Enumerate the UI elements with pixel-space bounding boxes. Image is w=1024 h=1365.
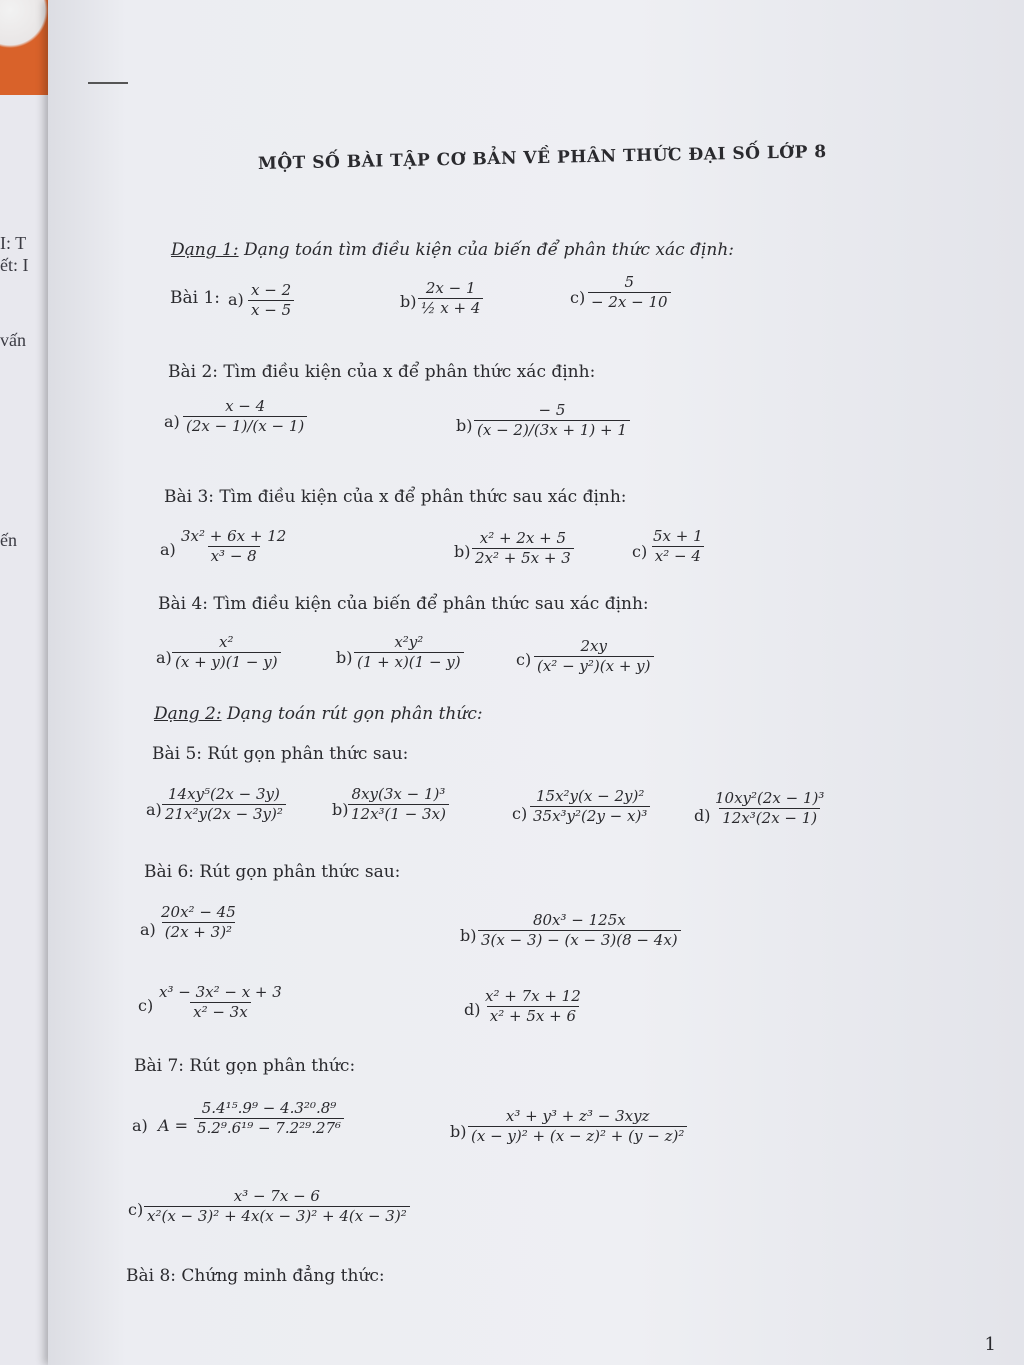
item-label: a)	[228, 290, 244, 309]
fraction: $\frac{\text{15x²y(x − 2y)²}}{\text{35x³y²(2y − x)³}}$	[530, 788, 650, 826]
fraction: $\frac{\text{x² + 2x + 5}}{\text{2x² + 5x + 3}}$	[472, 530, 574, 568]
page-mark	[88, 82, 128, 84]
fraction: $\frac{- 5}{(x - 2)/(3x + 1) + 1}$	[474, 402, 630, 440]
fraction: $\frac{\text{3x² + 6x + 12}}{\text{x³ − 8}}$	[181, 527, 287, 566]
item-label: c)	[632, 542, 648, 561]
side-fragment: vấn	[0, 330, 26, 350]
item-label: c)	[570, 288, 586, 307]
exercise-4-title: Bài 4: Tìm điều kiện của biến để phân thức sau xác định:	[158, 594, 649, 614]
fraction: $\frac{\text{10xy²(2x − 1)³}}{\text{12x³(2x − 1)}}$	[715, 789, 825, 828]
item-label: b)	[456, 416, 473, 435]
exercise-1-title: Bài 1:	[170, 288, 221, 308]
fraction: $\frac{5}{- 2x - 10}$	[588, 274, 671, 312]
fraction: $\frac{x - 4}{(2x - 1)/(x - 1)}$	[183, 398, 307, 436]
page-title: MỘT SỐ BÀI TẬP CƠ BẢN VỀ PHÂN THỨC ĐẠI SỐ LỚP 8	[257, 142, 827, 174]
item-label: c)	[512, 804, 528, 823]
fraction: $\frac{2x - 1}{\text{½ x + 4}}$	[418, 280, 483, 318]
exercise-5-title: Bài 5: Rút gọn phân thức sau:	[152, 744, 409, 764]
fraction: $\frac{\text{14xy⁵(2x − 3y)}}{\text{21x²y(2x − 3y)²}}$	[162, 786, 286, 824]
fraction: $\frac{\text{8xy(3x − 1)³}}{\text{12x³(1 − 3x)}}$	[348, 786, 449, 824]
item-label: b)	[400, 292, 417, 311]
item-label: a)	[160, 540, 176, 559]
item-label: c)	[516, 650, 532, 669]
item-label: b)	[454, 542, 471, 561]
fraction: $\frac{x - 2}{x - 5}$	[248, 282, 294, 320]
exercise-3-title: Bài 3: Tìm điều kiện của x để phân thức sau xác định:	[164, 487, 627, 507]
item-label: d)	[694, 806, 711, 825]
page-number: 1	[984, 1334, 996, 1355]
item-label: a)	[140, 920, 156, 939]
fraction: $\frac{\text{x³ − 7x − 6}}{\text{x²(x − 3)² + 4x(x − 3)² + 4(x − 3)²}}$	[144, 1188, 410, 1226]
item-label: c)	[128, 1200, 144, 1219]
fraction: $\frac{\text{x² + 7x + 12}}{\text{x² + 5x + 6}}$	[485, 987, 581, 1026]
item-label: b)	[332, 800, 349, 819]
item-prefix: A =	[158, 1116, 189, 1135]
item-label: a)	[164, 412, 180, 431]
exercise-2-title: Bài 2: Tìm điều kiện của x để phân thức xác định:	[168, 362, 596, 382]
fraction: $\frac{5x + 1}{\text{x² − 4}}$	[653, 527, 703, 566]
exercise-7-title: Bài 7: Rút gọn phân thức:	[134, 1056, 356, 1076]
section-heading-1: Dạng 1: Dạng toán tìm điều kiện của biến để phân thức xác định:	[171, 240, 735, 260]
item-label: a)	[132, 1116, 148, 1135]
item-label: a)	[156, 648, 172, 667]
side-fragment: ến	[0, 530, 17, 550]
section-heading-2: Dạng 2: Dạng toán rút gọn phân thức:	[154, 704, 483, 724]
item-label: c)	[138, 996, 154, 1015]
side-fragment: I: T	[0, 233, 27, 253]
fraction: $\frac{\text{x²}}{(x + y)(1 - y)}$	[172, 634, 281, 672]
worksheet-page	[48, 0, 1024, 1365]
item-label: d)	[464, 1000, 481, 1019]
fraction: $\frac{\text{80x³ − 125x}}{3(x - 3) - (x - 3)(8 - 4x)}$	[478, 912, 681, 950]
side-fragment: ết: I	[0, 255, 29, 275]
item-label: a)	[146, 800, 162, 819]
fraction: $\frac{2xy}{\text{(x² − y²)(x + y)}}$	[534, 638, 654, 676]
item-label: b)	[450, 1122, 467, 1141]
exercise-8-title: Bài 8: Chứng minh đẳng thức:	[126, 1266, 385, 1286]
fraction: $\frac{\text{5.4¹⁵.9⁹ − 4.3²⁰.8⁹}}{\text{5.2⁹.6¹⁹ − 7.2²⁹.27⁶}}$	[194, 1100, 344, 1138]
fraction: $\frac{\text{x²y²}}{(1 + x)(1 - y)}$	[354, 634, 464, 672]
fraction: $\frac{\text{20x² − 45}}{\text{(2x + 3)²}}$	[161, 903, 236, 942]
item-label: b)	[336, 648, 353, 667]
item-label: b)	[460, 926, 477, 945]
fraction: x³ + y³ + z³ − 3xyz (x − y)² + (x − z)² + (y − z)²	[468, 1108, 687, 1146]
fraction: $\frac{\text{x³ − 3x² − x + 3}}{\text{x² − 3x}}$	[159, 983, 282, 1022]
exercise-6-title: Bài 6: Rút gọn phân thức sau:	[144, 862, 401, 882]
